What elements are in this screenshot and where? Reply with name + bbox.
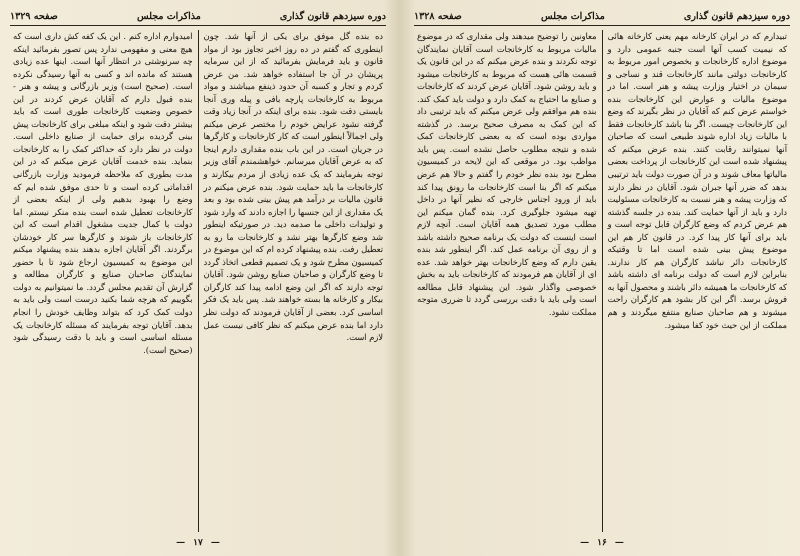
paragraph: امیدوارم اداره کنم . این یک کفه کش داری است که هیچ معنی و مفهومی ندارد پس تصور بفرمائید اینکه چه سرنوشتی در انتظار آنها است. اینها عده زیادی هستند که مانده اند و کسی به آنها رسیدگی نکرده است. (صحیح است) وزیر بازرگانی و پیشه و هنر - بنده قبول دارم که آقایان عرض کردند در این خصوص وضعیت کارخانجات طوری است که باید بیشتر دقت شود و اینکه مبلغی برای کارخانجات پیش بینی گردیده برای حمایت از صنایع داخلی است. دولت در نظر دارد که حداکثر کمک را به کارخانجات بنماید. بنده خدمت آقایان عرض میکنم که در این مدت بطوری که ملاحظه فرمودید وزارت بازرگانی اقداماتی کرده است و تا حدی موفق شده ایم که وضع را بهبود بدهیم ولی از اینکه بعضی از کارخانجات تعطیل شده است بنده منکر نیستم. اما دولت با کمال جدیت مشغول اقدام است که این کارخانجات باز شوند و کارگرها سر کار خودشان برگردند. اگر آقایان اجازه بدهند بنده پیشنهاد میکنم این موضوع به کمیسیون ارجاع شود تا با حضور نمایندگان صاحبان صنایع و کارگران مطالعه و گزارش آن تقدیم مجلس گردد. ما نمیتوانیم به دولت بگوییم که هرچه شما بکنید درست است ولی باید به دولت کمک کرد که بتواند وظایف خودش را انجام بدهد. آقایان توجه بفرمایند که مسئله کارخانجات یک مسئله اساسی است و باید با دقت رسیدگی شود (صحیح است). [13, 31, 193, 355]
paragraph: معاونین را توضیح میدهند ولی مقداری که در موضوع مالیات مربوط به کارخانجات است آقایان نمایندگان توجه نکردند و بنده عرض میکنم که در این قانون یک قسمت هائی هست که مربوط به کارخانجات میشود و باید روشن شود. آقایان عرض کردند که کارخانجات و صنایع ما احتیاج به کمک دارد و دولت باید کمک کند. بنده هم موافقم ولی عرض میکنم که باید ترتیبی داد که این کمک به مصرف صحیح برسد. در گذشته مواردی بوده است که به بعضی کارخانجات کمک شده و نتیجه مطلوب حاصل نشده است. پس باید مواظب بود. در موقعی که این لایحه در کمیسیون مطرح بود بنده نظر خودم را گفتم و حالا هم عرض میکنم که اگر بنا است کارخانجات ما رونق پیدا کند باید از ورود اجناس خارجی که نظیر آنها در داخل تهیه میشود جلوگیری کرد. بنده گمان میکنم این مطلب مورد تصدیق همه آقایان است. آنچه لازم است اینست که دولت یک برنامه صحیح داشته باشد و از روی آن برنامه عمل کند. اگر اینطور شد بنده یقین دارم که وضع کارخانجات بهتر خواهد شد. عده ای از آقایان هم فرمودند که کارخانجات باید به بخش خصوصی واگذار شود. این پیشنهاد قابل مطالعه است ولی باید با دقت بررسی گردد تا ضرری متوجه مملکت نشود. [417, 31, 597, 318]
right-page-column-left [414, 30, 600, 532]
right-page-column-right [605, 30, 791, 532]
left-page-folio: — ۱۷ — [176, 538, 220, 548]
left-header-session: دوره سیزدهم قانون گذاری [279, 10, 386, 22]
right-header-page-number: صفحه ۱۳۲۸ [414, 10, 462, 22]
paragraph: ده بنده گل موفق برای یکی از آنها شد. چون اینطوری که گفتم در ده روز اخیر تجاوز بود از مواد قانون و باید فرمایش بفرمائید که از این سرمایه پریشان در آن جا استفاده خواهد شد. من عرض کردم و تجار و کسبه آن حدود ذینفع میباشند و مواد مربوط به کارخانجات پارچه بافی و پیله وری آنجا بایستی دقت شود. بنده برای اینکه در آنجا زیاد وقت گرفته نشود عرایض خودم را مختصر عرض میکنم ولی اجمالاً اینطور است که کار کارخانجات و کارگرها در جریان است. در این باب بنده مقداری دارم اینجا که به عرض آقایان میرسانم. خواهشمندم آقای وزیر توجه بفرمایند که یک عده زیادی از مردم بیکارند و کارخانجات ما باید حمایت شود. بنده عرض میکنم در قانون مالیات بر درآمد هم پیش بینی شده بود و بعد یک مقداری از این جنسها را اجازه دادند که وارد شود و تولیدات داخلی ما صدمه دید. در صورتیکه اینطور شد وضع کارگرها بهتر نشد و کارخانجات ما رو به تعطیل رفت. بنده پیشنهاد کرده ام که این موضوع در کمیسیون مطرح شود و یک تصمیم قطعی اتخاذ گردد تا وضع کارگران و صاحبان صنایع روشن شود. آقایان توجه دارند که اگر این وضع ادامه پیدا کند کارگران بیکار و کارخانه ها بسته خواهند شد. پس باید یک فکر اساسی کرد. بعضی از آقایان فرمودند که دولت نظر دارد اما بنده عرض میکنم که نظر کافی نیست عمل لازم است. [203, 31, 383, 343]
right-page [408, 6, 796, 550]
left-page-column-right [201, 30, 387, 532]
column-divider [602, 30, 603, 532]
right-page-folio: — ۱۶ — [580, 538, 624, 548]
left-page-header [10, 8, 386, 24]
left-folio-number: ۱۷ [193, 538, 203, 548]
right-header-title: مذاکرات مجلس [540, 10, 605, 22]
left-page-column-left [10, 30, 196, 532]
left-page [4, 6, 392, 550]
right-page-header [414, 8, 790, 24]
right-header-session: دوره سیزدهم قانون گذاری [683, 10, 790, 22]
left-header-page-number: صفحه ۱۳۲۹ [10, 10, 58, 22]
column-divider [198, 30, 199, 532]
paragraph: تبیدارم که در ایران کارخانه مهم یعنی کارخانه هائی که نیمیت کسب آنها است جنبه عمومی دارد و موضوع اداره کارخانجات و بخصوص امور مربوط به کارخانجات دولتی مانند کارخانجات قند و نساجی و سیمان در اختیار وزارت پیشه و هنر است. اما در موضوع مالیات و عوارض این کارخانجات بنده خواستم عرض کنم که آقایان در نظر بگیرند که وضع این کارخانجات چیست. اگر بنا باشد کارخانجات فقط با مالیات زیاد اداره شوند طبیعی است که صاحبان آنها نمیتوانند رقابت کنند. بنده عرض میکنم که پیشنهاد شده است این کارخانجات از پرداخت بعضی مالیاتها معاف شوند و در آن صورت دولت باید ترتیبی بدهد که ضرر آنها جبران شود. آقایان در نظر دارند که وزارت پیشه و هنر نسبت به کارخانجات مسئولیت دارد و باید از آنها حمایت کند. بنده در جلسه گذشته هم عرض کردم که وضع کارگران قابل توجه است و باید برای آنها کار پیدا کرد. در قانون کار هم این موضوع پیش بینی شده است اما تا وقتیکه کارخانجات دائر نباشد کارگران هم کار ندارند. بنابراین لازم است که دولت برنامه ای داشته باشد که کارخانجات ما همیشه دائر باشند و محصول آنها به فروش برسد. اگر این کار بشود هم کارگران راحت میشوند و هم صاحبان صنایع منتفع میگردند و هم مملکت از این حیث خود کفا میشود. [607, 31, 787, 330]
right-folio-number: ۱۶ [597, 538, 607, 548]
header-rule [414, 25, 790, 26]
left-header-title: مذاکرات مجلس [136, 10, 201, 22]
right-page-columns [414, 30, 790, 532]
header-rule [10, 25, 386, 26]
left-page-columns [10, 30, 386, 532]
